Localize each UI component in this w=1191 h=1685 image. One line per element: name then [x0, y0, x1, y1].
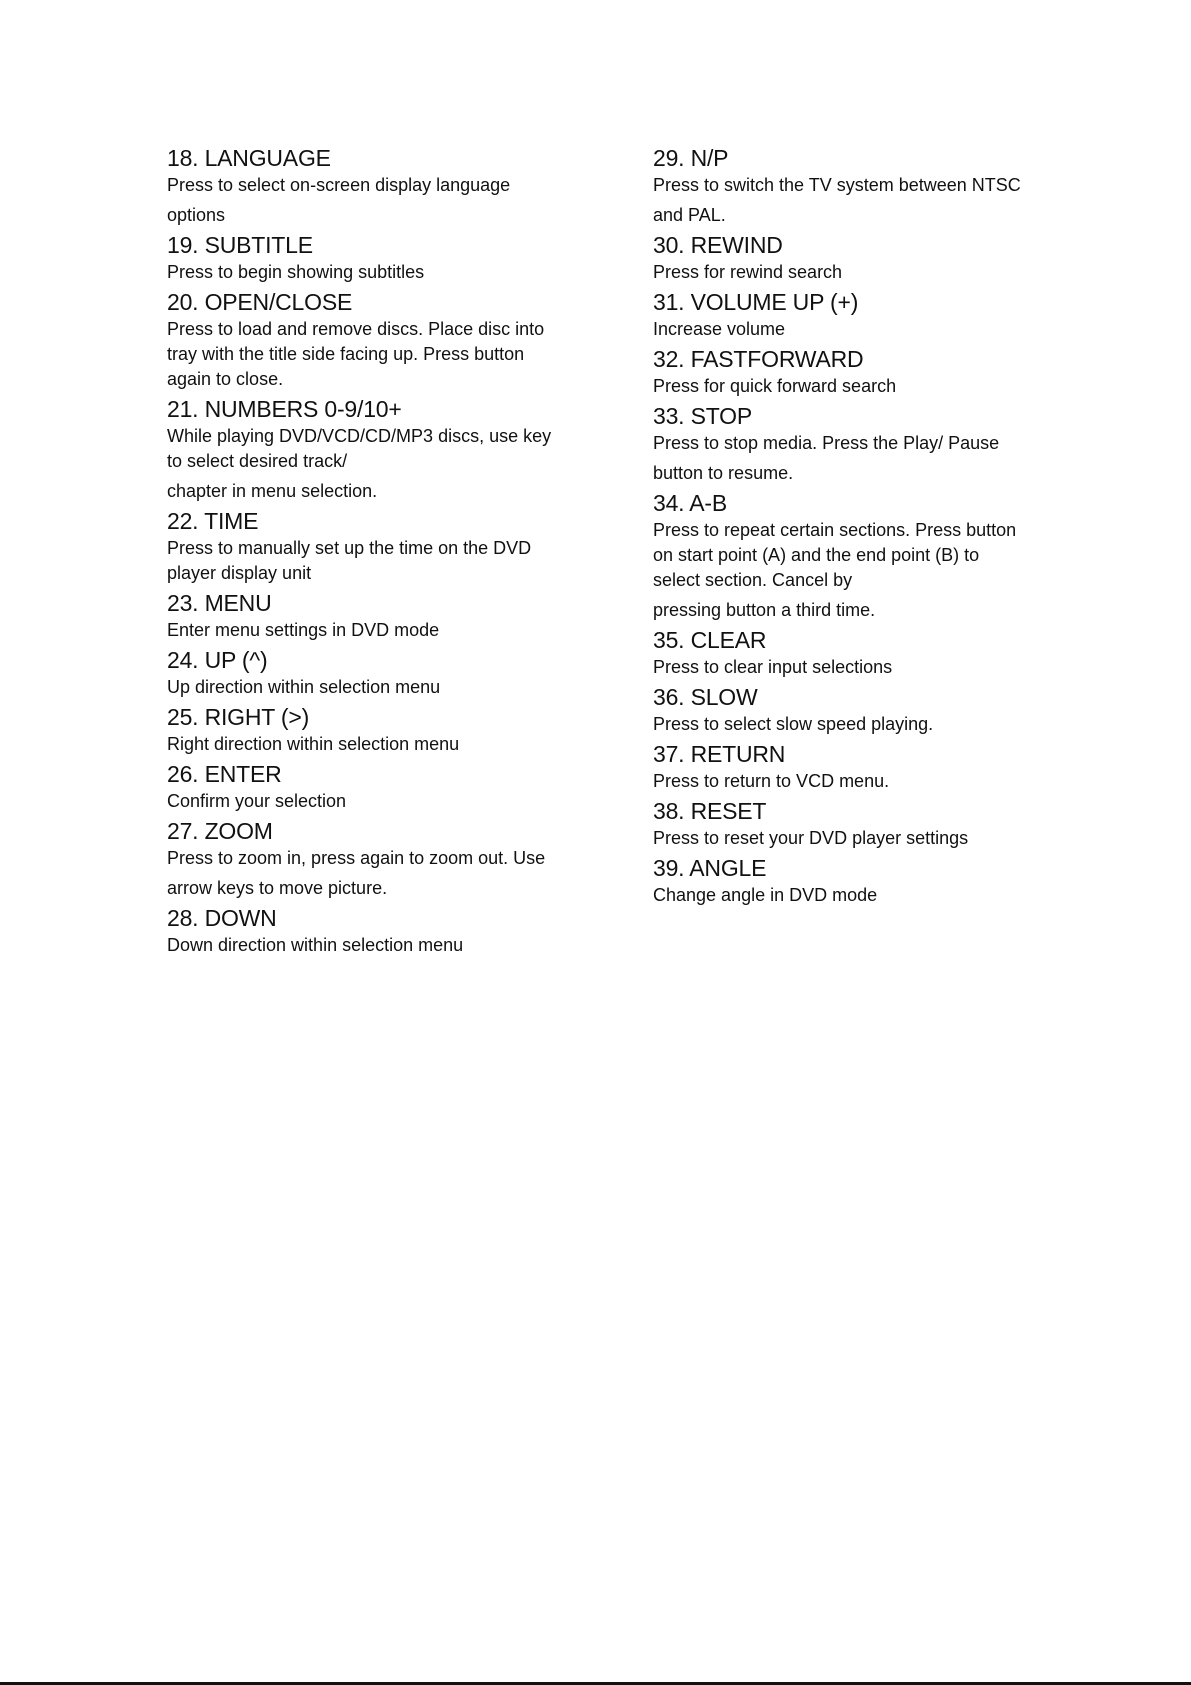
desc-line: Press to stop media. Press the Play/ Pause	[653, 433, 1000, 453]
desc-line: Press to manually set up the time on the DVD	[167, 538, 532, 558]
desc-line: Press to return to VCD menu.	[653, 771, 890, 791]
entry-language	[167, 143, 567, 228]
desc-line: on start point (A) and the end point (B) to	[653, 545, 980, 565]
desc-line: Change angle in DVD mode	[653, 885, 878, 905]
entry-up	[167, 645, 567, 700]
desc-line: Press for quick forward search	[653, 376, 897, 396]
entry-heading: 24. UP (^)	[167, 647, 268, 673]
entry-open-close	[167, 287, 567, 392]
entry-description	[167, 618, 567, 643]
entry-description	[653, 826, 1028, 851]
desc-line: and PAL.	[653, 205, 726, 225]
entry-fastforward	[653, 344, 1028, 399]
entry-heading: 39. ANGLE	[653, 855, 767, 881]
entry-description	[653, 769, 1028, 794]
entry-heading: 18. LANGUAGE	[167, 145, 331, 171]
entry-description	[167, 424, 567, 504]
entry-reset	[653, 796, 1028, 851]
entry-description	[653, 374, 1028, 399]
entry-description	[653, 260, 1028, 285]
entry-subtitle	[167, 230, 567, 285]
desc-line: tray with the title side facing up. Press button	[167, 344, 525, 364]
entry-zoom	[167, 816, 567, 901]
desc-line: Press to zoom in, press again to zoom out. Use	[167, 848, 546, 868]
desc-line: options	[167, 205, 226, 225]
entry-description	[167, 675, 567, 700]
entry-heading: 21. NUMBERS 0-9/10+	[167, 396, 402, 422]
entry-description	[653, 173, 1028, 228]
entry-description	[167, 536, 567, 586]
left-column	[167, 143, 567, 960]
desc-line: Up direction within selection menu	[167, 677, 441, 697]
entry-heading: 29. N/P	[653, 145, 729, 171]
entry-right	[167, 702, 567, 757]
entry-heading: 20. OPEN/CLOSE	[167, 289, 353, 315]
entry-description	[167, 933, 567, 958]
desc-line: Press to repeat certain sections. Press button	[653, 520, 1017, 540]
entry-heading: 34. A-B	[653, 490, 728, 516]
desc-line: chapter in menu selection.	[167, 481, 378, 501]
desc-line: player display unit	[167, 563, 312, 583]
entry-heading: 35. CLEAR	[653, 627, 767, 653]
entry-a-b	[653, 488, 1028, 623]
desc-line: Right direction within selection menu	[167, 734, 460, 754]
entry-enter	[167, 759, 567, 814]
entry-return	[653, 739, 1028, 794]
desc-line: Press for rewind search	[653, 262, 843, 282]
desc-line: select section. Cancel by	[653, 570, 853, 590]
entry-volume-up	[653, 287, 1028, 342]
entry-clear	[653, 625, 1028, 680]
entry-heading: 23. MENU	[167, 590, 272, 616]
entry-description	[167, 789, 567, 814]
desc-line: Press to begin showing subtitles	[167, 262, 425, 282]
desc-line: arrow keys to move picture.	[167, 878, 388, 898]
entry-description	[653, 655, 1028, 680]
entry-heading: 36. SLOW	[653, 684, 758, 710]
right-column	[653, 143, 1028, 910]
desc-line: Press to select on-screen display language	[167, 175, 511, 195]
entry-heading: 25. RIGHT (>)	[167, 704, 310, 730]
desc-line: to select desired track/	[167, 451, 348, 471]
entry-description	[167, 260, 567, 285]
entry-heading: 28. DOWN	[167, 905, 277, 931]
entry-description	[653, 883, 1028, 908]
entry-heading: 30. REWIND	[653, 232, 783, 258]
entry-numbers	[167, 394, 567, 504]
desc-line: button to resume.	[653, 463, 794, 483]
desc-line: Press to select slow speed playing.	[653, 714, 934, 734]
desc-line: Press to switch the TV system between NTSC	[653, 175, 1021, 195]
entry-description	[653, 518, 1028, 623]
entry-time	[167, 506, 567, 586]
desc-line: Press to load and remove discs. Place disc into	[167, 319, 545, 339]
desc-line: pressing button a third time.	[653, 600, 876, 620]
entry-description	[167, 317, 567, 392]
entry-stop	[653, 401, 1028, 486]
desc-line: While playing DVD/VCD/CD/MP3 discs, use key	[167, 426, 552, 446]
entry-heading: 38. RESET	[653, 798, 767, 824]
desc-line: again to close.	[167, 369, 284, 389]
entry-heading: 37. RETURN	[653, 741, 786, 767]
entry-heading: 26. ENTER	[167, 761, 282, 787]
entry-rewind	[653, 230, 1028, 285]
entry-description	[653, 712, 1028, 737]
desc-line: Down direction within selection menu	[167, 935, 464, 955]
entry-description	[653, 317, 1028, 342]
entry-description	[167, 173, 567, 228]
entry-description	[167, 846, 567, 901]
desc-line: Press to clear input selections	[653, 657, 893, 677]
entry-heading: 27. ZOOM	[167, 818, 273, 844]
entry-slow	[653, 682, 1028, 737]
entry-down	[167, 903, 567, 958]
entry-heading: 19. SUBTITLE	[167, 232, 313, 258]
entry-description	[167, 732, 567, 757]
entry-heading: 31. VOLUME UP (+)	[653, 289, 859, 315]
entry-description	[653, 431, 1028, 486]
entry-heading: 33. STOP	[653, 403, 752, 429]
desc-line: Increase volume	[653, 319, 786, 339]
entry-heading: 32. FASTFORWARD	[653, 346, 864, 372]
entry-menu	[167, 588, 567, 643]
desc-line: Confirm your selection	[167, 791, 347, 811]
desc-line: Press to reset your DVD player settings	[653, 828, 969, 848]
entry-heading: 22. TIME	[167, 508, 259, 534]
entry-n-p	[653, 143, 1028, 228]
desc-line: Enter menu settings in DVD mode	[167, 620, 440, 640]
entry-angle	[653, 853, 1028, 908]
